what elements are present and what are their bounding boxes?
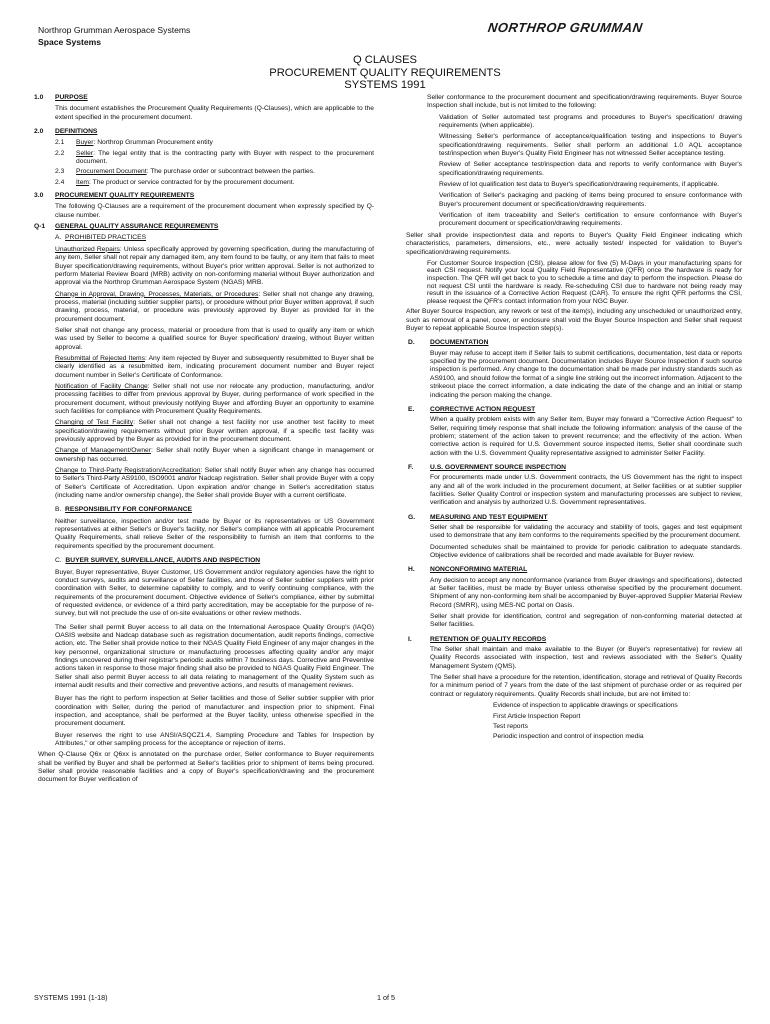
subsection-b — [55, 506, 374, 551]
section-text: For procurements made under U.S. Government contracts, the US Government has the right to inspect any and all of the work included in the procurement document, at Seller facilities or at subtier supplier facilities. Seller Quality Control or inspection system and manufacturing processes are subject to review, verification and analysis by authorized U.S. Government representatives. — [430, 474, 742, 507]
clause-text: : Seller shall notify Buyer when any change has occurred to Seller's Third-Party AS9100, ISO9001 and/or Nadcap registration. Seller shall provide Buyer with a copy of Seller's Certificate of Accreditation. Upon expiration and/or change in Seller's accreditation status (including name and/or ownership change), the Seller shall provide Buyer with a current certificate. — [55, 467, 374, 500]
bullet-icon — [430, 181, 439, 189]
section-text: Buyer may refuse to accept item if Seller fails to submit certifications, documentation, test data or reports specified by the procurement document. Documentation includes Buyer Source Inspection if such source inspection is performed. Any change to the documentation shall be made per industry standards such as AS9100, and should follow the format of a single line striking out the incorrect information. Adjacent to the strikeout place the correct information, a date indicating the date of the change and an initial or stamp indicating the person making the change. — [430, 349, 742, 399]
definition-item — [55, 139, 374, 147]
definition-number: 2.3 — [55, 168, 65, 176]
subsection-c — [55, 557, 374, 748]
section-text: Seller shall provide for identification, control and segregation of non-conforming material detected at Seller facilities. — [430, 613, 742, 629]
footer-doc-id: SYSTEMS 1991 (1-18) — [34, 993, 108, 1002]
list-item-text: Evidence of inspection to applicable drawings or specifications — [493, 702, 678, 710]
section-label: D. — [408, 339, 415, 347]
csi-paragraph: For Customer Source Inspection (CSI), please allow for five (5) M-Days in your manufacturing spans for each CSI request. Notify your local Quality Field Representative (QFR) once the hardware is ready for inspection. The QFR will get back to you to schedule a time and day to perform the inspection. Please do not request CSI until the hardware is ready. Re-scheduling CSI due to hardware not being ready may result in the issuance of a Corrective Action Request (CAR). To ensure the right QFR performs the CSI, please request the QFR's contact information from your NGC Buyer. — [427, 259, 742, 305]
clause-term: Change of Management/Owner — [55, 447, 152, 455]
definition-term: Seller — [76, 149, 94, 157]
section-e — [406, 406, 742, 458]
clause-term: Changing of Test Facility — [55, 419, 134, 427]
subsection-label: B. — [55, 506, 62, 514]
list-item — [466, 713, 742, 721]
clause-text: The Seller shall permit Buyer access to all data on the International Aerospace Quality Group's (IAQG) OASIS website and Nadcap database such as registration documentation, audit reports findings, corrective action, etc. The Seller shall provide notice to their NGAS Quality Field Engineer of any major changes in the key personnel, organizational structure or manufacturing processes affecting quality and/or any major findings uncovered during their registrar's periodic audits within 7 business days. Corrective and Preventive actions taken in response to those major finding shall also be provided to NGAS Quality Field Engineer. The Seller shall also permit Buyer access to all data relating to management of the Quality System such as internal audit results and their corrective and preventive actions, and results of management reviews. — [55, 623, 374, 689]
definition-item — [55, 179, 374, 187]
company-name: Northrop Grumman Aerospace Systems — [38, 25, 191, 35]
list-item — [430, 161, 742, 178]
section-text: Any decision to accept any nonconformance (variance from Buyer drawings and specifications), detected at Seller facilities, must be made by Buyer unless otherwise specified by the procurement document. Shipment of any non-conforming item shall be accompanied by Buyer-approved Supplier Material Review Record (SMRR), using MES-NC portal on Oasis. — [430, 576, 742, 609]
clause-text: : Any item rejected by Buyer and subsequently resubmitted to Buyer shall be clearly identified as a resubmitted item, indicating procurement document number and Buyer reject document number in Seller's Certificate of Conformance. — [55, 354, 374, 379]
list-item — [430, 114, 742, 131]
section-number: 1.0 — [34, 94, 44, 101]
section-text: Documented schedules shall be maintained to provide for periodic calibration to adequate standards. Objective evidence of calibrations shall be recorded and made available for Buyer review. — [430, 543, 742, 559]
definition-term: Item — [76, 178, 90, 186]
subsection-label: A. — [55, 234, 62, 242]
section-d — [406, 339, 742, 399]
bullet-icon — [466, 733, 493, 741]
section-h — [406, 566, 742, 629]
subsection-heading: BUYER SURVEY, SURVEILLANCE, AUDITS AND INSPECTION — [65, 557, 261, 565]
header-org — [38, 24, 190, 48]
section-number: Q-1 — [34, 223, 46, 231]
definition-text: : The purchase order or subcontract between the parties. — [146, 168, 315, 176]
section-heading: MEASURING AND TEST EQUIPMENT — [430, 513, 548, 521]
section-text: This document establishes the Procurement Quality Requirements (Q-Clauses), which are applicable to the extent specified in the procurement document. — [55, 105, 374, 121]
definition-term: Buyer — [76, 139, 94, 147]
section-heading: GENERAL QUALITY ASSURANCE REQUIREMENTS — [55, 223, 219, 231]
clause-text: Seller shall not change any process, material or procedure from that is used to qualify any item or which was used by Seller to become a qualified source for Buyer specification/ drawing, without Buyer written approval. — [55, 326, 374, 351]
bullet-icon — [466, 702, 493, 710]
list-item — [430, 181, 742, 189]
list-item-text: Review of Seller acceptance test/inspection data and reports to verify conformance with Buyer's specification/drawing requirements. — [439, 161, 742, 177]
section-pqr — [34, 192, 374, 200]
paragraph: Seller shall provide inspection/test data and reports to Buyer's Quality Field Engineer indicating which characteristics, parameters, dimensions, etc., were actually tested/ inspected for validation to Buyer's specification/drawing requirements. — [406, 231, 742, 256]
list-item — [430, 192, 742, 209]
definition-number: 2.4 — [55, 178, 65, 186]
footer-page-number: 1 of 5 — [377, 993, 395, 1002]
list-item-text: First Article Inspection Report — [493, 712, 581, 720]
subsection-a — [55, 234, 374, 500]
definition-number: 2.2 — [55, 149, 65, 157]
section-heading: PURPOSE — [55, 94, 88, 101]
clause-text: Neither surveillance, inspection and/or test made by Buyer or its representatives or US Government representatives at either Seller's or Buyer's facility, nor Seller's compliance with all applicable Procurement Quality Requirements, shall relieve Seller of the responsibility to furnish an item that conforms to the requirements specified by the procurement document. — [55, 517, 374, 550]
section-heading: DEFINITIONS — [55, 128, 98, 136]
clause-text: Buyer reserves the right to use ANSI/ASQCZ1.4, Sampling Procedure and Tables for Inspection by Attributes," or other sampling process for the acceptance or rejection of items. — [55, 731, 374, 748]
bullet-icon — [430, 212, 439, 229]
section-f — [406, 464, 742, 508]
source-inspection-intro: Seller conformance to the procurement document and specification/drawing requirements. Buyer Source Inspection shall include, but is not limited to the following: — [427, 94, 742, 110]
section-label: E. — [408, 405, 415, 413]
list-item — [466, 723, 742, 731]
clause-text: : Seller shall not use nor relocate any production, manufacturing, and/or processing facilities to differ from previous approval by Buyer, during performance of work specified in the procurement document, without previously notifying Buyer and affording Buyer an opportunity to examine such facilities for compliance with Procurement Quality Requirements. — [55, 382, 374, 415]
list-item-text: Verification of Seller's packaging and packing of items being procured to ensure conformance with Buyer's procurement document or specification/drawing requirements. — [439, 192, 742, 208]
section-text: The Seller shall maintain and make available to the Buyer (or Buyer's representative) for review all Quality Records associated with inspection, test and reviews associated with the Seller's Quality Management System (QMS). — [430, 646, 742, 670]
bullet-icon — [430, 192, 439, 209]
section-label: F. — [408, 463, 414, 471]
bullet-icon — [430, 114, 439, 131]
section-q1 — [34, 223, 374, 231]
list-item — [430, 133, 742, 158]
document-title — [230, 54, 540, 92]
section-heading: PROCUREMENT QUALITY REQUIREMENTS — [55, 192, 195, 200]
list-item-text: Witnessing Seller's performance of acceptance/qualification testing and inspections to Buyer's specification/drawing requirements. Seller shall perform an additional 1.0 AQL acceptance test/inspection when Buyer's Quality Field Engineer has not witnessed Seller acceptance testing. — [439, 133, 742, 158]
clause-term: Unauthorized Repairs — [55, 245, 120, 253]
section-i — [406, 636, 742, 699]
clause-text: : Unless specifically approved by governing specification, during the manufacturing of any item, Seller shall not repair any damaged item, any item found to be faulty, or any item that fails to meet Buyer specification/drawing requirements, without Buyer's prior written approval. Seller is not authorized to perform Material Review Board (MRB) activity on non-conforming material without Buyer authorization and approval via the Northrop Grumman Aerospace System (NGAS) MRB. — [55, 245, 374, 287]
section-text: When a quality problem exists with any Seller item, Buyer may forward a "Corrective Action Request" to Seller, requiring timely response that shall include the following information: analysis of the cause of the problem; statement of the action taken to prevent recurrence; and the effectivity of the action. When corrective action is required for U.S. Government source inspected items, Seller shall coordinate such action with the U.S. Government Quality representative assigned to administer Seller Facility. — [430, 416, 742, 457]
section-label: I. — [408, 635, 412, 643]
section-text: The following Q-Clauses are a requirement of the procurement document when expressly specified by Q-clause number. — [55, 203, 374, 219]
clause-text: : Seller shall notify Buyer when a significant change in management or ownership has occurred. — [55, 447, 375, 463]
list-item — [466, 733, 742, 741]
bullet-icon — [430, 161, 439, 178]
clause-text: Buyer, Buyer representative, Buyer Customer, US Government and/or regulatory agencies have the right to conduct surveys, audits and surveillance of Seller facilities, and those of Seller subtier suppliers with prior coordination with Seller, to determine capability to comply, and to verify continuing compliance, with the requirements of the procurement document. Objective evidence of Seller's compliance, either by submittal of requested evidence, or evidence of a third party accreditation, may be acceptable for the purpose of re-survey, but will not preclude the use of on-site evaluations or other review methods. — [55, 568, 374, 618]
section-label: G. — [408, 513, 416, 521]
list-item-text: Verification of item traceability and Seller's certification to ensure conformance with Buyer's procurement document or specification/drawing requirements. — [439, 212, 742, 228]
section-text: Seller shall be responsible for validating the accuracy and stability of tools, gages and test equipment used to demonstrate that any item conforms to the requirements specified by the procurement document. — [430, 523, 742, 540]
section-label: H. — [408, 566, 415, 574]
section-definitions — [34, 128, 374, 136]
list-item-text: Validation of Seller automated test programs and procedures to Buyer's specification/ drawing requirements (when applicable). — [439, 113, 742, 130]
paragraph: After Buyer Source Inspection, any rework or test of the item(s), including any unscheduled or unauthorized entry, such as removal of a panel, cover, or enclosure shall void the Buyer Source Inspection and Seller shall request Buyer to repeat applicable Source Inspection step(s). — [406, 308, 742, 333]
definition-text: : The legal entity that is the contracting party with Buyer with respect to the procurement document. — [76, 149, 374, 166]
list-item-text: Test reports — [493, 722, 528, 730]
section-heading: RETENTION OF QUALITY RECORDS — [430, 635, 547, 643]
subsection-label: C. — [55, 557, 62, 565]
title-line-2: PROCUREMENT QUALITY REQUIREMENTS — [269, 66, 501, 79]
list-item-text: Review of lot qualification test data to Buyer's specification/drawing requirements, if applicable. — [439, 181, 720, 189]
subsection-heading: RESPONSIBILITY FOR CONFORMANCE — [65, 506, 192, 514]
definition-text: : The product or service contracted for by the procurement document. — [89, 178, 295, 186]
bullet-icon — [430, 133, 439, 158]
section-heading: NONCONFORMING MATERIAL — [430, 566, 528, 574]
list-item — [430, 212, 742, 229]
bullet-icon — [466, 723, 493, 731]
clause-text: Buyer has the right to perform inspection at Seller facilities and those of Seller subtier supplier with prior coordination with Seller, during the period of manufacturer and inspection prior to shipment. Final inspection, and acceptance, shall be performed at the Buyer facility, unless otherwise specified in the procurement document. — [55, 695, 374, 728]
definition-term: Procurement Document — [76, 168, 147, 176]
section-heading: U.S. GOVERNMENT SOURCE INSPECTION — [430, 463, 566, 471]
clause-term: Change in Approval, Drawing, Processes, Materials, or Procedures — [55, 290, 259, 298]
clause-text: : Seller shall not change any drawing, process, material (including subtier supplier parts), or procedure without prior Buyer written approval, if such drawing, process, material, or procedure was previously approved by Buyer as provided for in the procurement document. — [55, 290, 374, 323]
clause-term: Notification of Facility Change — [55, 382, 148, 390]
section-heading: CORRECTIVE ACTION REQUEST — [430, 405, 536, 413]
section-number: 3.0 — [34, 192, 44, 200]
list-item — [466, 702, 742, 710]
division-name: Space Systems — [38, 37, 102, 47]
bullet-icon — [466, 713, 493, 721]
subsection-heading: PROHIBITED PRACTICES — [65, 234, 147, 242]
definition-item — [55, 150, 374, 167]
definition-item — [55, 168, 374, 176]
section-heading: DOCUMENTATION — [430, 339, 489, 347]
right-column — [406, 94, 742, 744]
title-line-1: Q CLAUSES — [352, 54, 418, 66]
section-g — [406, 514, 742, 561]
left-column — [34, 94, 374, 788]
section-number: 2.0 — [34, 128, 44, 136]
definition-text: : Northrop Grumman Procurement entity — [93, 139, 213, 147]
list-item-text: Periodic inspection and control of inspection media — [493, 733, 644, 741]
clause-text: : Seller shall not change a test facility nor use another test facility to meet specification/drawing requirements without prior Buyer written approval, if a specific test facility was previously approved by the Buyer as provided for in the procurement document. — [55, 419, 374, 444]
definition-number: 2.1 — [55, 139, 65, 147]
section-purpose — [34, 94, 374, 102]
northrop-grumman-logo: NORTHROP GRUMMAN — [486, 20, 644, 35]
clause-text-q6: When Q-Clause Q6x or Q6xx is annotated on the purchase order, Seller conformance to Buyer requirements shall be verified by Buyer and shall be performed at Seller's facilities prior to shipment of items being procured. Seller shall provide reasonable facilities and a copy of Buyer's specification/drawing and the procurement document for Buyer verification of — [38, 751, 374, 784]
section-text: The Seller shall have a procedure for the retention, identification, storage and retrieval of Quality Records for a minimum period of 7 years from the date of the last shipment of purchase order or as required per contract or regulatory requirements. Quality Records shall include, but are not limited to: — [430, 674, 742, 698]
clause-term: Resubmittal of Rejected Items — [55, 354, 145, 362]
clause-term: Change to Third-Party Registration/Accreditation — [55, 467, 201, 475]
title-line-3: SYSTEMS 1991 — [344, 79, 426, 92]
